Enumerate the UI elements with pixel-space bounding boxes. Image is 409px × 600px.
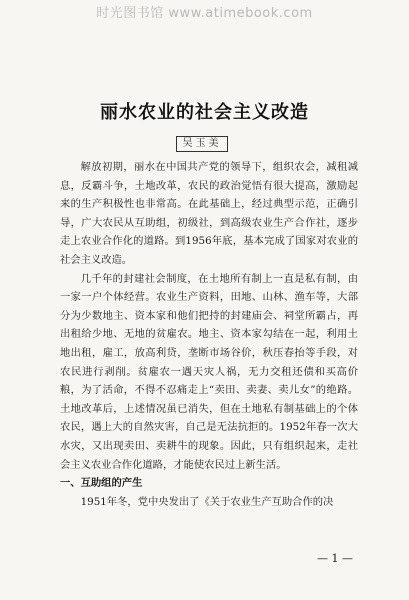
watermark: 时光图书馆 www.atimebook.com — [96, 6, 313, 21]
paragraph-3: 1951年冬，党中央发出了《关于农业生产互助合作的决 — [80, 495, 334, 508]
article-body — [60, 158, 358, 511]
page-number: — 1 — — [317, 552, 353, 565]
paragraph-1: 解放初期，丽水在中国共产党的领导下，组织农会，减租减息，反霸斗争，土地改革，农民的政治觉悟有很大提高，激励起来的生产积极性也非常高。在此基础上，经过典型示范，正确引导，广大农民从互助组，初级社，到高级农业生产合作社，逐步走上农业合作化的道路。到1956年底，基本完成了国家对农业的社会主义改造。 — [60, 161, 358, 266]
section-heading: 一、互助组的产生 — [60, 477, 143, 490]
author-name: 吴玉美 — [176, 136, 228, 152]
paragraph-2: 几千年的封建社会制度，在土地所有制上一直是私有制，由一家一户个体经营。农业生产资料，田地、山林、渔车等，大部分为少数地主、资本家和他们把持的封建庙会、祠堂所霸占，再出租给少地、无地的贫雇农。地主、资本家勾结在一起，利用土地出租，雇工，放高利贷，垄断市场谷价，秋压春抬等手段，对农民进行剥削。贫雇农一遇天灾人祸，无力交租还债和买高价粮，为了活命，不得不忍痛走上“卖田、卖妻、卖儿女”的绝路。土地改革后，上述情况虽已消失，但在土地私有制基础上的个体农民，遇上大的自然灾害，自己是无法抗拒的。1952年春一次大水灾，又出现卖田、卖耕牛的现象。因此，只有组织起来，走社会主义农业合作化道路，才能使农民过上新生活。 — [60, 272, 358, 471]
page-title: 丽水农业的社会主义改造 — [100, 102, 309, 123]
